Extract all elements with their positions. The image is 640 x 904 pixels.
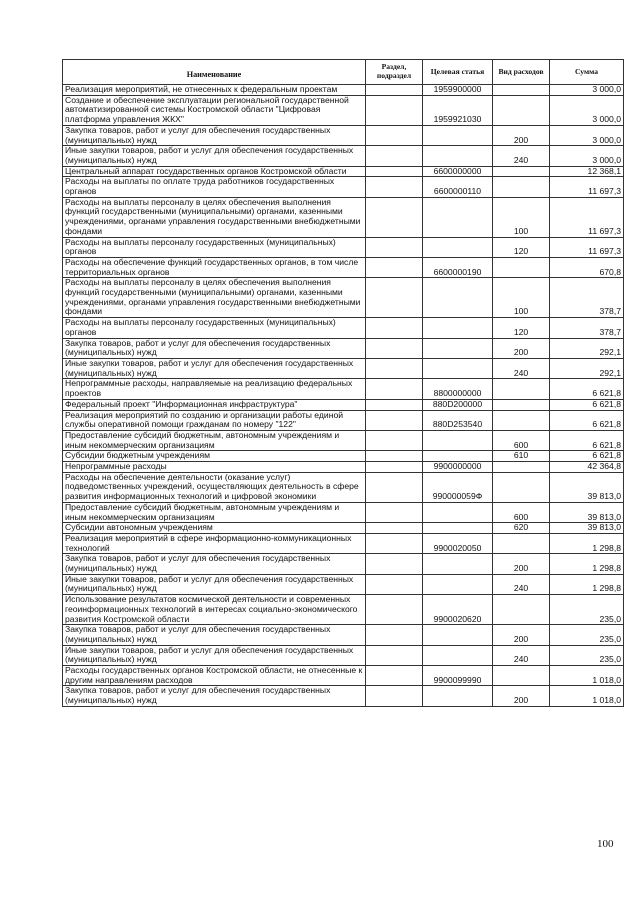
cell-target: 6600000110 <box>423 177 493 197</box>
cell-type: 240 <box>493 358 550 378</box>
cell-sum: 39 813,0 <box>550 523 624 534</box>
table-row <box>63 85 624 96</box>
cell-sum: 3 000,0 <box>550 146 624 166</box>
cell-sum: 1 298,8 <box>550 574 624 594</box>
table-row <box>63 278 624 318</box>
cell-name: Предоставление субсидий бюджетным, автономным учреждениям и иным некоммерческим организациям <box>63 430 366 450</box>
cell-type <box>493 379 550 399</box>
cell-section <box>366 257 423 277</box>
header-sum: Сумма <box>550 60 624 85</box>
cell-target <box>423 430 493 450</box>
table-row <box>63 410 624 430</box>
cell-name: Закупка товаров, работ и услуг для обеспечения государственных (муниципальных) нужд <box>63 686 366 706</box>
cell-target <box>423 554 493 574</box>
table-row <box>63 318 624 338</box>
cell-name: Реализация мероприятий, не отнесенных к федеральным проектам <box>63 85 366 96</box>
cell-section <box>366 338 423 358</box>
cell-type: 200 <box>493 125 550 145</box>
cell-target <box>423 318 493 338</box>
cell-section <box>366 502 423 522</box>
cell-target: 880D200000 <box>423 399 493 410</box>
cell-section <box>366 278 423 318</box>
cell-name: Реализация мероприятий по созданию и организации работы единой службы оперативной помощи гражданам по номеру "122" <box>63 410 366 430</box>
table-row <box>63 574 624 594</box>
cell-sum: 3 000,0 <box>550 85 624 96</box>
cell-name: Использование результатов космической деятельности и современных геоинформационных технологий в интересах социально-экономического развития Костромской области <box>63 595 366 625</box>
cell-type: 600 <box>493 502 550 522</box>
cell-name: Субсидии автономным учреждениям <box>63 523 366 534</box>
cell-target <box>423 338 493 358</box>
cell-sum: 3 000,0 <box>550 125 624 145</box>
table-row <box>63 399 624 410</box>
cell-sum: 11 697,3 <box>550 197 624 237</box>
cell-name: Расходы государственных органов Костромской области, не отнесенные к другим направлениям расходов <box>63 666 366 686</box>
cell-section <box>366 399 423 410</box>
cell-type: 610 <box>493 451 550 462</box>
cell-name: Создание и обеспечение эксплуатации региональной государственной автоматизированной системы Костромской области "Цифровая платформа управления ЖКХ" <box>63 95 366 125</box>
cell-section <box>366 595 423 625</box>
cell-name: Расходы на обеспечение деятельности (оказание услуг) подведомственных учреждений, осуществляющих деятельность в сфере развития информационных технологий и цифровой экономики <box>63 472 366 502</box>
cell-name: Субсидии бюджетным учреждениям <box>63 451 366 462</box>
cell-target: 1959921030 <box>423 95 493 125</box>
cell-type <box>493 595 550 625</box>
cell-section <box>366 462 423 473</box>
cell-target: 6600000000 <box>423 166 493 177</box>
table-row <box>63 338 624 358</box>
cell-sum: 292,1 <box>550 358 624 378</box>
cell-target: 9900000000 <box>423 462 493 473</box>
cell-target: 6600000190 <box>423 257 493 277</box>
cell-type: 240 <box>493 574 550 594</box>
page-number: 100 <box>597 838 614 850</box>
cell-name: Расходы на выплаты персоналу государственных (муниципальных) органов <box>63 318 366 338</box>
cell-target <box>423 358 493 378</box>
cell-name: Расходы на выплаты персоналу в целях обеспечения выполнения функций государственными (муниципальными) органами, казенными учреждениями, органами управления государственными внебюджетными фондами <box>63 278 366 318</box>
cell-name: Иные закупки товаров, работ и услуг для обеспечения государственных (муниципальных) нужд <box>63 574 366 594</box>
cell-type: 620 <box>493 523 550 534</box>
table-row <box>63 533 624 553</box>
cell-type: 100 <box>493 197 550 237</box>
cell-section <box>366 625 423 645</box>
cell-name: Иные закупки товаров, работ и услуг для обеспечения государственных (муниципальных) нужд <box>63 645 366 665</box>
cell-section <box>366 523 423 534</box>
table-row <box>63 125 624 145</box>
cell-sum: 39 813,0 <box>550 502 624 522</box>
cell-target <box>423 146 493 166</box>
cell-section <box>366 166 423 177</box>
cell-section <box>366 95 423 125</box>
header-type: Вид расходов <box>493 60 550 85</box>
table-body <box>63 85 624 707</box>
cell-section <box>366 197 423 237</box>
cell-sum: 6 621,8 <box>550 399 624 410</box>
cell-target: 9900020620 <box>423 595 493 625</box>
table-row <box>63 472 624 502</box>
cell-sum: 3 000,0 <box>550 95 624 125</box>
cell-sum: 235,0 <box>550 645 624 665</box>
cell-target <box>423 645 493 665</box>
cell-sum: 6 621,8 <box>550 379 624 399</box>
cell-section <box>366 554 423 574</box>
cell-section <box>366 177 423 197</box>
cell-section <box>366 430 423 450</box>
cell-type: 240 <box>493 146 550 166</box>
table-row <box>63 95 624 125</box>
cell-name: Закупка товаров, работ и услуг для обеспечения государственных (муниципальных) нужд <box>63 125 366 145</box>
cell-name: Расходы на выплаты персоналу государственных (муниципальных) органов <box>63 237 366 257</box>
cell-name: Центральный аппарат государственных органов Костромской области <box>63 166 366 177</box>
table-row <box>63 502 624 522</box>
cell-section <box>366 666 423 686</box>
cell-type <box>493 166 550 177</box>
cell-target <box>423 574 493 594</box>
cell-type <box>493 410 550 430</box>
cell-section <box>366 574 423 594</box>
cell-type: 200 <box>493 686 550 706</box>
cell-sum: 1 298,8 <box>550 533 624 553</box>
cell-type <box>493 472 550 502</box>
table-row <box>63 523 624 534</box>
cell-sum: 235,0 <box>550 595 624 625</box>
cell-type <box>493 95 550 125</box>
cell-name: Расходы на выплаты по оплате труда работников государственных органов <box>63 177 366 197</box>
table-row <box>63 358 624 378</box>
cell-section <box>366 237 423 257</box>
cell-target: 1959900000 <box>423 85 493 96</box>
cell-target <box>423 523 493 534</box>
cell-target <box>423 197 493 237</box>
header-section: Раздел, подраздел <box>366 60 423 85</box>
cell-name: Иные закупки товаров, работ и услуг для обеспечения государственных (муниципальных) нужд <box>63 358 366 378</box>
cell-target <box>423 451 493 462</box>
cell-sum: 39 813,0 <box>550 472 624 502</box>
table-row <box>63 554 624 574</box>
cell-type: 200 <box>493 338 550 358</box>
cell-sum: 1 018,0 <box>550 686 624 706</box>
table-row <box>63 197 624 237</box>
cell-sum: 378,7 <box>550 318 624 338</box>
cell-target: 880D253540 <box>423 410 493 430</box>
cell-section <box>366 318 423 338</box>
cell-type <box>493 85 550 96</box>
cell-name: Федеральный проект "Информационная инфраструктура" <box>63 399 366 410</box>
cell-section <box>366 146 423 166</box>
cell-sum: 378,7 <box>550 278 624 318</box>
cell-type <box>493 257 550 277</box>
cell-section <box>366 451 423 462</box>
cell-name: Непрограммные расходы <box>63 462 366 473</box>
cell-sum: 292,1 <box>550 338 624 358</box>
cell-type <box>493 533 550 553</box>
cell-sum: 1 018,0 <box>550 666 624 686</box>
cell-target <box>423 237 493 257</box>
cell-name: Расходы на выплаты персоналу в целях обеспечения выполнения функций государственными (муниципальными) органами, казенными учреждениями, органами управления государственными внебюджетными фондами <box>63 197 366 237</box>
cell-section <box>366 645 423 665</box>
cell-type <box>493 462 550 473</box>
cell-name: Непрограммные расходы, направляемые на реализацию федеральных проектов <box>63 379 366 399</box>
cell-target <box>423 125 493 145</box>
cell-sum: 11 697,3 <box>550 177 624 197</box>
cell-sum: 11 697,3 <box>550 237 624 257</box>
cell-name: Закупка товаров, работ и услуг для обеспечения государственных (муниципальных) нужд <box>63 338 366 358</box>
cell-target: 8800000000 <box>423 379 493 399</box>
table-row <box>63 645 624 665</box>
cell-type: 200 <box>493 554 550 574</box>
cell-sum: 6 621,8 <box>550 451 624 462</box>
cell-name: Закупка товаров, работ и услуг для обеспечения государственных (муниципальных) нужд <box>63 554 366 574</box>
header-name: Наименование <box>63 60 366 85</box>
table-row <box>63 462 624 473</box>
cell-sum: 1 298,8 <box>550 554 624 574</box>
table-row <box>63 666 624 686</box>
cell-sum: 235,0 <box>550 625 624 645</box>
cell-name: Закупка товаров, работ и услуг для обеспечения государственных (муниципальных) нужд <box>63 625 366 645</box>
table-row <box>63 625 624 645</box>
budget-table <box>62 59 624 707</box>
cell-sum: 42 364,8 <box>550 462 624 473</box>
table-row <box>63 166 624 177</box>
table-row <box>63 451 624 462</box>
cell-sum: 670,8 <box>550 257 624 277</box>
cell-section <box>366 379 423 399</box>
cell-name: Предоставление субсидий бюджетным, автономным учреждениям и иным некоммерческим организациям <box>63 502 366 522</box>
cell-section <box>366 125 423 145</box>
table-row <box>63 237 624 257</box>
cell-type <box>493 399 550 410</box>
cell-target <box>423 625 493 645</box>
cell-type: 600 <box>493 430 550 450</box>
cell-target <box>423 502 493 522</box>
table-row <box>63 686 624 706</box>
cell-sum: 12 368,1 <box>550 166 624 177</box>
cell-type <box>493 177 550 197</box>
cell-target <box>423 278 493 318</box>
cell-type: 200 <box>493 625 550 645</box>
cell-target <box>423 686 493 706</box>
table-row <box>63 595 624 625</box>
cell-name: Иные закупки товаров, работ и услуг для обеспечения государственных (муниципальных) нужд <box>63 146 366 166</box>
cell-target: 9900020050 <box>423 533 493 553</box>
table-row <box>63 430 624 450</box>
budget-page <box>62 59 623 707</box>
cell-type: 120 <box>493 318 550 338</box>
cell-name: Реализация мероприятий в сфере информационно-коммуникационных технологий <box>63 533 366 553</box>
cell-type: 120 <box>493 237 550 257</box>
cell-type: 100 <box>493 278 550 318</box>
cell-sum: 6 621,8 <box>550 410 624 430</box>
cell-target: 990000059Ф <box>423 472 493 502</box>
header-target: Целевая статья <box>423 60 493 85</box>
table-row <box>63 146 624 166</box>
cell-section <box>366 358 423 378</box>
table-header-row <box>63 60 624 85</box>
cell-name: Расходы на обеспечение функций государственных органов, в том числе территориальных органов <box>63 257 366 277</box>
cell-type: 240 <box>493 645 550 665</box>
cell-section <box>366 85 423 96</box>
cell-section <box>366 472 423 502</box>
cell-section <box>366 533 423 553</box>
cell-type <box>493 666 550 686</box>
cell-section <box>366 686 423 706</box>
table-row <box>63 177 624 197</box>
table-row <box>63 379 624 399</box>
cell-target: 9900099990 <box>423 666 493 686</box>
cell-sum: 6 621,8 <box>550 430 624 450</box>
table-row <box>63 257 624 277</box>
cell-section <box>366 410 423 430</box>
